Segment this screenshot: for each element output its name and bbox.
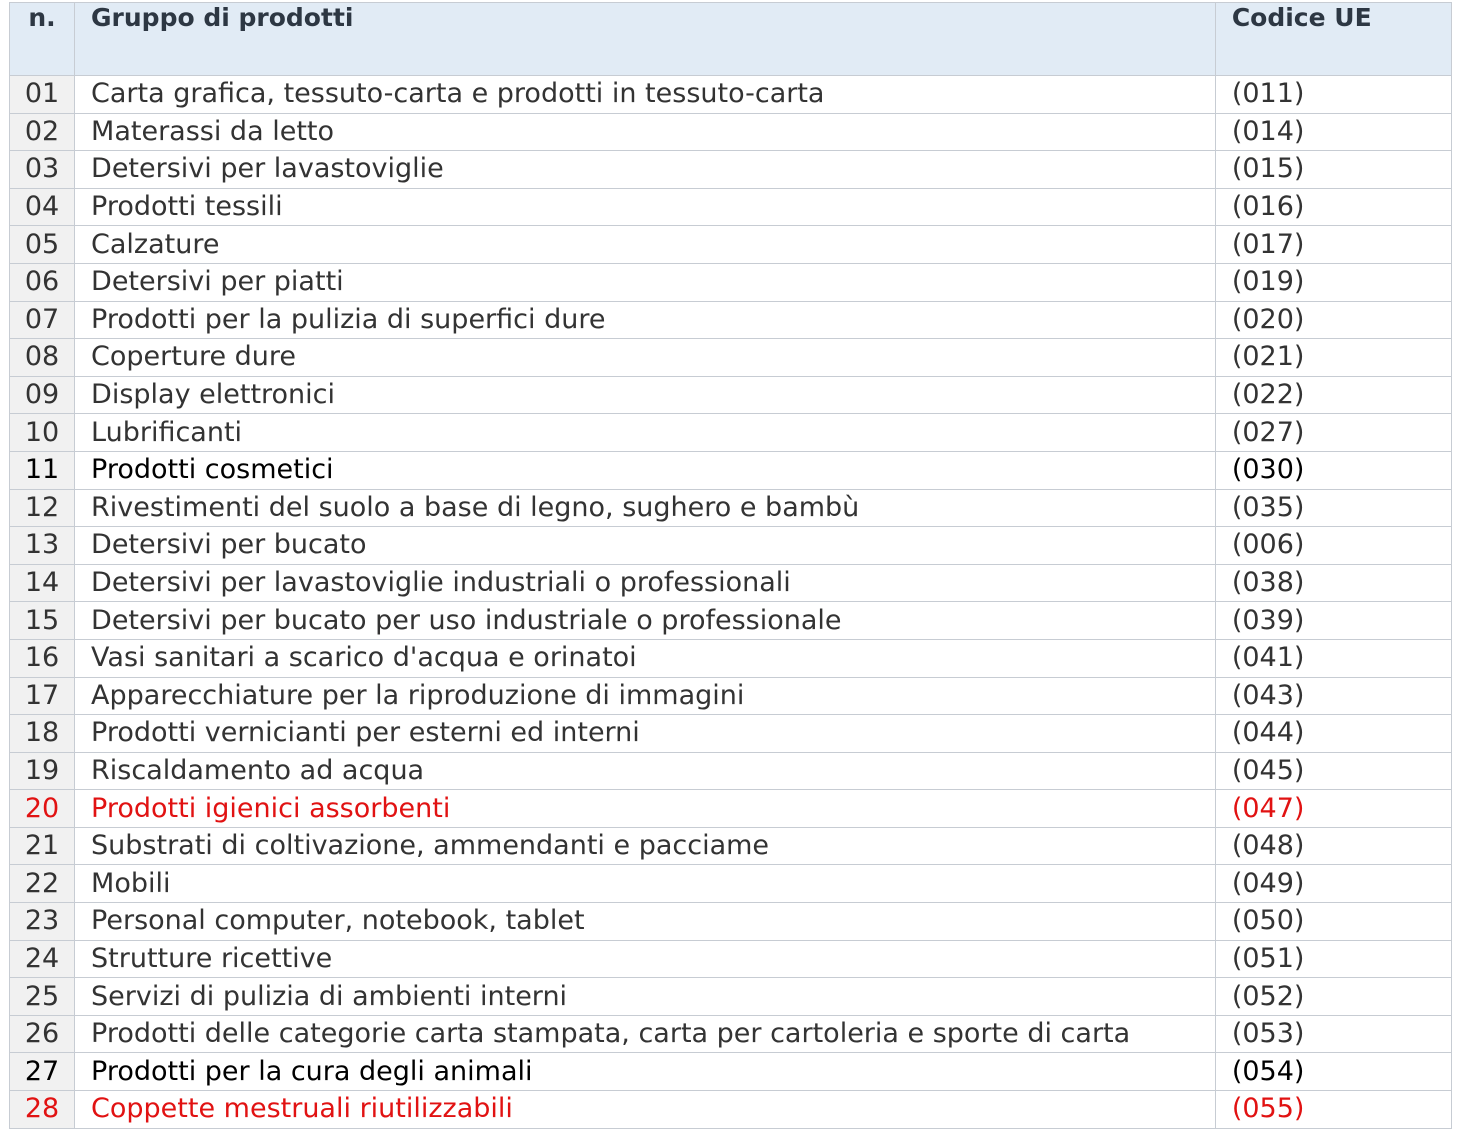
row-number: 10 [10, 414, 75, 452]
row-number: 19 [10, 752, 75, 790]
eu-code: (052) [1215, 978, 1451, 1016]
product-group-name: Detersivi per bucato [75, 527, 1216, 565]
row-number: 22 [10, 865, 75, 903]
row-number: 21 [10, 827, 75, 865]
table-row [10, 489, 1452, 527]
header-eu-code: Codice UE [1215, 3, 1451, 76]
table-header [10, 3, 1452, 76]
table-body [10, 76, 1452, 1129]
eu-code: (021) [1215, 339, 1451, 377]
row-number: 17 [10, 677, 75, 715]
eu-code: (045) [1215, 752, 1451, 790]
product-group-name: Prodotti cosmetici [75, 451, 1216, 489]
row-number: 16 [10, 639, 75, 677]
product-group-name: Personal computer, notebook, tablet [75, 903, 1216, 941]
table-row [10, 827, 1452, 865]
eu-code: (050) [1215, 903, 1451, 941]
row-number: 11 [10, 451, 75, 489]
product-group-name: Mobili [75, 865, 1216, 903]
table-row [10, 677, 1452, 715]
product-group-name: Lubrificanti [75, 414, 1216, 452]
row-number: 15 [10, 602, 75, 640]
table-row [10, 113, 1452, 151]
table-row [10, 865, 1452, 903]
row-number: 14 [10, 564, 75, 602]
product-group-name: Vasi sanitari a scarico d'acqua e orinatoi [75, 639, 1216, 677]
product-group-name: Detersivi per bucato per uso industriale o professionale [75, 602, 1216, 640]
product-group-name: Strutture ricettive [75, 940, 1216, 978]
eu-code: (043) [1215, 677, 1451, 715]
product-group-name: Calzature [75, 226, 1216, 264]
eu-code: (022) [1215, 376, 1451, 414]
eu-code: (006) [1215, 527, 1451, 565]
eu-code: (030) [1215, 451, 1451, 489]
row-number: 25 [10, 978, 75, 1016]
row-number: 05 [10, 226, 75, 264]
product-group-name: Riscaldamento ad acqua [75, 752, 1216, 790]
row-number: 23 [10, 903, 75, 941]
product-group-name: Coperture dure [75, 339, 1216, 377]
product-group-name: Detersivi per lavastoviglie industriali o professionali [75, 564, 1216, 602]
row-number: 28 [10, 1091, 75, 1129]
eu-code: (044) [1215, 715, 1451, 753]
header-row [10, 3, 1452, 76]
table-row [10, 527, 1452, 565]
product-group-name: Apparecchiature per la riproduzione di immagini [75, 677, 1216, 715]
eu-code: (048) [1215, 827, 1451, 865]
row-number: 01 [10, 76, 75, 114]
eu-code: (035) [1215, 489, 1451, 527]
product-group-name: Prodotti igienici assorbenti [75, 790, 1216, 828]
product-group-name: Substrati di coltivazione, ammendanti e pacciame [75, 827, 1216, 865]
product-groups-table [9, 2, 1452, 1129]
table-row [10, 76, 1452, 114]
product-group-name: Detersivi per piatti [75, 263, 1216, 301]
table-row [10, 903, 1452, 941]
table-row [10, 376, 1452, 414]
product-group-name: Prodotti delle categorie carta stampata, carta per cartoleria e sporte di carta [75, 1015, 1216, 1053]
eu-code: (047) [1215, 790, 1451, 828]
table-row [10, 564, 1452, 602]
row-number: 18 [10, 715, 75, 753]
row-number: 02 [10, 113, 75, 151]
eu-code: (039) [1215, 602, 1451, 640]
row-number: 12 [10, 489, 75, 527]
row-number: 06 [10, 263, 75, 301]
product-group-name: Prodotti per la pulizia di superfici dure [75, 301, 1216, 339]
table-row [10, 151, 1452, 189]
eu-code: (054) [1215, 1053, 1451, 1091]
table-row [10, 639, 1452, 677]
product-group-name: Servizi di pulizia di ambienti interni [75, 978, 1216, 1016]
product-group-name: Coppette mestruali riutilizzabili [75, 1091, 1216, 1129]
product-group-name: Prodotti tessili [75, 188, 1216, 226]
eu-code: (038) [1215, 564, 1451, 602]
table-row [10, 451, 1452, 489]
row-number: 26 [10, 1015, 75, 1053]
table-row [10, 301, 1452, 339]
header-product-group: Gruppo di prodotti [75, 3, 1216, 76]
table-row [10, 715, 1452, 753]
table-row [10, 602, 1452, 640]
product-group-name: Rivestimenti del suolo a base di legno, sughero e bambù [75, 489, 1216, 527]
table-row [10, 978, 1452, 1016]
product-group-name: Display elettronici [75, 376, 1216, 414]
table-row [10, 226, 1452, 264]
product-group-name: Prodotti vernicianti per esterni ed interni [75, 715, 1216, 753]
product-group-name: Materassi da letto [75, 113, 1216, 151]
row-number: 27 [10, 1053, 75, 1091]
eu-code: (027) [1215, 414, 1451, 452]
row-number: 03 [10, 151, 75, 189]
table-row [10, 940, 1452, 978]
row-number: 20 [10, 790, 75, 828]
table-row [10, 339, 1452, 377]
eu-code: (053) [1215, 1015, 1451, 1053]
header-number: n. [10, 3, 75, 76]
row-number: 13 [10, 527, 75, 565]
row-number: 04 [10, 188, 75, 226]
eu-code: (019) [1215, 263, 1451, 301]
product-group-name: Detersivi per lavastoviglie [75, 151, 1216, 189]
table-row [10, 790, 1452, 828]
table-row [10, 1091, 1452, 1129]
eu-code: (015) [1215, 151, 1451, 189]
table-row [10, 414, 1452, 452]
table-row [10, 188, 1452, 226]
row-number: 09 [10, 376, 75, 414]
eu-code: (016) [1215, 188, 1451, 226]
eu-code: (055) [1215, 1091, 1451, 1129]
table-row [10, 1015, 1452, 1053]
eu-code: (051) [1215, 940, 1451, 978]
row-number: 24 [10, 940, 75, 978]
table-row [10, 263, 1452, 301]
product-group-name: Prodotti per la cura degli animali [75, 1053, 1216, 1091]
table-row [10, 1053, 1452, 1091]
eu-code: (020) [1215, 301, 1451, 339]
row-number: 08 [10, 339, 75, 377]
eu-code: (011) [1215, 76, 1451, 114]
eu-code: (017) [1215, 226, 1451, 264]
row-number: 07 [10, 301, 75, 339]
eu-code: (041) [1215, 639, 1451, 677]
eu-code: (014) [1215, 113, 1451, 151]
table-row [10, 752, 1452, 790]
eu-code: (049) [1215, 865, 1451, 903]
product-group-name: Carta grafica, tessuto-carta e prodotti in tessuto-carta [75, 76, 1216, 114]
